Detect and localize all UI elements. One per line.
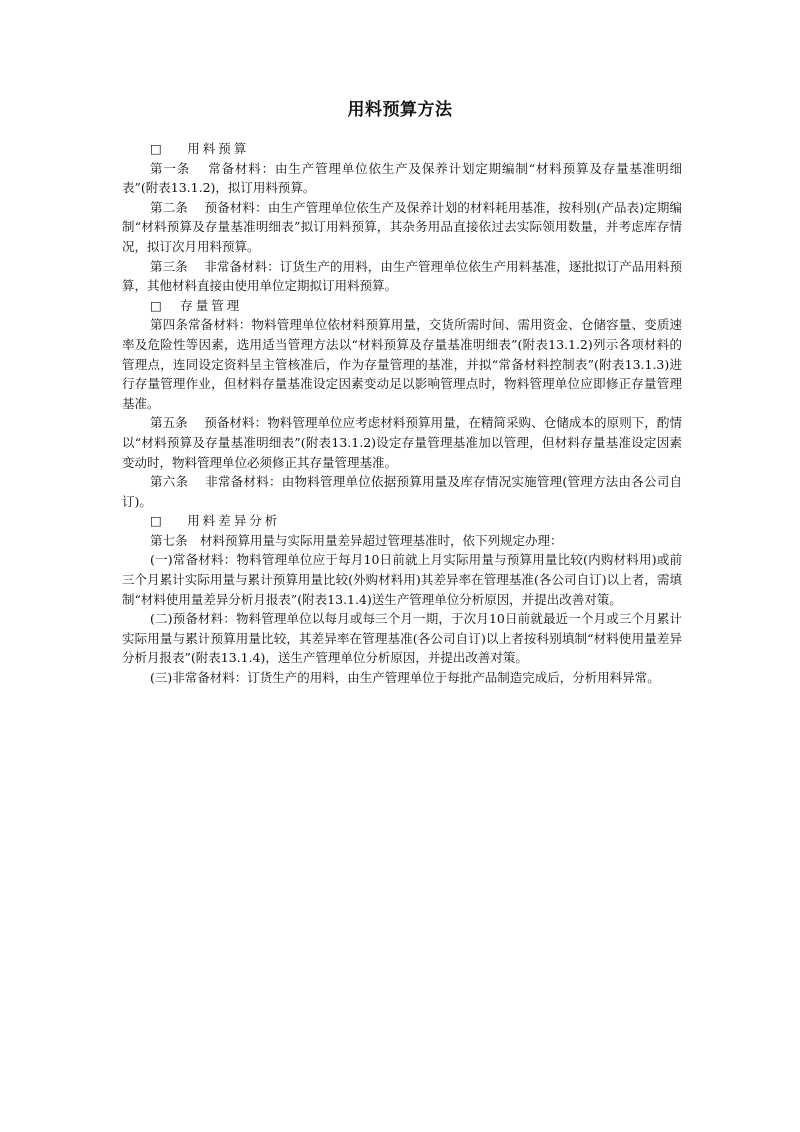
section-heading-material-budget: □ 用料预算 — [150, 141, 250, 156]
article-6-paragraph: 第六条 非常备材料：由物料管理单位依据预算用量及库存情况实施管理(管理方法由各公司自订)。 — [122, 474, 682, 509]
document-title: 用料预算方法 — [347, 100, 453, 120]
clause-3-paragraph: (三)非常备材料：订货生产的用料，由生产管理单位于每批产品制造完成后，分析用料异常。 — [150, 670, 660, 686]
article-4-paragraph: 第四条常备材料：物料管理单位依材料预算用量，交货所需时间、需用资金、仓储容量、变质速率及危险性等因素，选用适当管理方法以“材料预算及存量基准明细表”(附表13.1.2)列示各项材料的管理点，连同设定资料呈主管核准后，作为存量管理的基准，并拟“常备材料控制表”(附表13.1.3)进行存量管理作业，但材料存量基准设定因素变动足以影响管理点时，物料管理单位应即修正存量管理基准。 — [122, 317, 682, 411]
clause-2-paragraph: (二)预备材料：物料管理单位以每月或每三个月一期，于次月10日前就最近一个月或三个月累计实际用量与累计预算用量比较，其差异率在管理基准(各公司自订)以上者按科别填制“材料使用量差异分析月报表”(附表13.1.4)，送生产管理单位分析原因，并提出改善对策。 — [122, 611, 682, 666]
article-3-paragraph: 第三条 非常备材料：订货生产的用料，由生产管理单位依生产用料基准，逐批拟订产品用料预算，其他材料直接由使用单位定期拟订用料预算。 — [122, 258, 682, 294]
article-5-paragraph: 第五条 预备材料：物料管理单位应考虑材料预算用量，在精简采购、仓储成本的原则下，酌情以“材料预算及存量基准明细表”(附表13.1.2)设定存量管理基准加以管理，但材料存量基准设定因素变动时，物料管理单位必须修正其存量管理基准。 — [122, 415, 682, 470]
clause-1-paragraph: (一)常备材料：物料管理单位应于每月10日前就上月实际用量与预算用量比较(内购材料用)或前三个月累计实际用量与累计预算用量比较(外购材料用)其差异率在管理基准(各公司自订)以上者，需填制“材料使用量差异分析月报表”(附表13.1.4)送生产管理单位分析原因，并提出改善对策。 — [122, 552, 682, 607]
section-heading-inventory-management: □ 存量管理 — [150, 297, 243, 313]
article-2-paragraph: 第二条 预备材料：由生产管理单位依生产及保养计划的材料耗用基准，按科别(产品表)定期编制“材料预算及存量基准明细表”拟订用料预算，其杂务用品直接依过去实际领用数量，并考虑库存情况，拟订次月用料预算。 — [122, 199, 682, 254]
article-7-paragraph: 第七条 材料预算用量与实际用量差异超过管理基准时，依下列规定办理： — [150, 532, 563, 548]
section-heading-variance-analysis: □ 用料差异分析 — [150, 513, 281, 529]
article-1-paragraph: 第一条 常备材料：由生产管理单位依生产及保养计划定期编制“材料预算及存量基准明细表”(附表13.1.2)，拟订用料预算。 — [122, 160, 682, 196]
document-body — [122, 139, 682, 688]
